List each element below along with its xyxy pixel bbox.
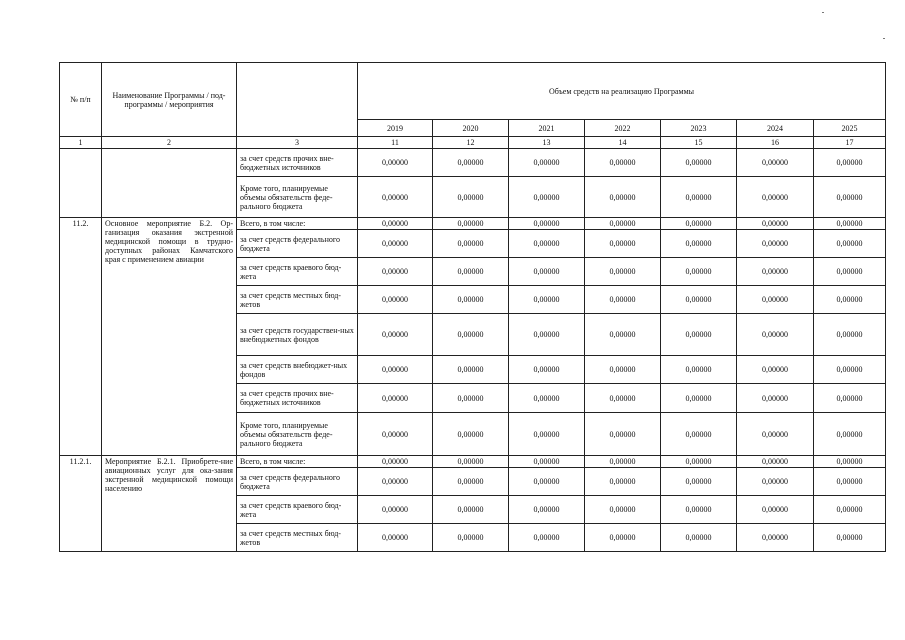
value-cell: 0,00000 [585,356,661,384]
value-cell: 0,00000 [358,413,433,456]
value-cell: 0,00000 [585,524,661,552]
value-cell: 0,00000 [737,456,814,468]
value-cell: 0,00000 [509,456,585,468]
value-cell: 0,00000 [737,413,814,456]
value-cell: 0,00000 [737,177,814,218]
value-cell: 0,00000 [433,286,509,314]
value-cell: 0,00000 [358,456,433,468]
value-cell: 0,00000 [433,384,509,413]
value-cell: 0,00000 [737,524,814,552]
value-cell: 0,00000 [358,286,433,314]
value-cell: 0,00000 [661,314,737,356]
value-cell: 0,00000 [814,230,886,258]
value-cell: 0,00000 [661,356,737,384]
value-cell: 0,00000 [358,230,433,258]
funding-source: за счет средств внебюджет-ных фондов [237,356,358,384]
funding-source: за счет средств федерального бюджета [237,468,358,496]
value-cell: 0,00000 [433,177,509,218]
funding-source: за счет средств краевого бюд-жета [237,258,358,286]
year-header: 2025 [814,120,886,137]
source-header [237,63,358,137]
funding-source: за счет средств прочих вне-бюджетных источников [237,149,358,177]
value-cell: 0,00000 [737,468,814,496]
value-cell: 0,00000 [814,177,886,218]
value-cell: 0,00000 [737,314,814,356]
value-cell: 0,00000 [737,496,814,524]
header-row [60,63,886,120]
item-name: Основное мероприятие Б.2. Ор-ганизация оказания экстренной медицинской помощи в трудно-доступных районах Камчатского края с применением авиации [102,218,237,456]
value-cell: 0,00000 [433,524,509,552]
value-cell: 0,00000 [814,456,886,468]
value-cell: 0,00000 [814,496,886,524]
funding-source: за счет средств местных бюд-жетов [237,524,358,552]
column-number: 11 [358,137,433,149]
funding-source: за счет средств федерального бюджета [237,230,358,258]
value-cell: 0,00000 [814,314,886,356]
scan-speck [822,12,824,13]
year-header: 2024 [737,120,814,137]
value-cell: 0,00000 [358,218,433,230]
value-cell: 0,00000 [509,149,585,177]
year-header: 2020 [433,120,509,137]
value-cell: 0,00000 [661,496,737,524]
value-cell: 0,00000 [358,177,433,218]
value-cell: 0,00000 [585,149,661,177]
column-number: 2 [102,137,237,149]
value-cell: 0,00000 [737,230,814,258]
funding-source: за счет средств местных бюд-жетов [237,286,358,314]
column-number: 12 [433,137,509,149]
name-header: Наименование Программы / под-программы / мероприятия [102,63,237,137]
value-cell: 0,00000 [358,314,433,356]
value-cell: 0,00000 [737,286,814,314]
value-cell: 0,00000 [358,384,433,413]
value-cell: 0,00000 [661,413,737,456]
value-cell: 0,00000 [433,314,509,356]
value-cell: 0,00000 [661,230,737,258]
funding-source: за счет средств государствен-ных внебюджетных фондов [237,314,358,356]
value-cell: 0,00000 [585,286,661,314]
value-cell: 0,00000 [358,258,433,286]
value-cell: 0,00000 [737,356,814,384]
column-number: 14 [585,137,661,149]
value-cell: 0,00000 [358,468,433,496]
value-cell: 0,00000 [661,524,737,552]
value-cell: 0,00000 [661,177,737,218]
value-cell: 0,00000 [585,314,661,356]
value-cell: 0,00000 [585,413,661,456]
value-cell: 0,00000 [737,149,814,177]
scan-speck [883,38,885,39]
value-cell: 0,00000 [358,524,433,552]
value-cell: 0,00000 [358,496,433,524]
value-cell: 0,00000 [585,258,661,286]
value-cell: 0,00000 [433,230,509,258]
value-cell: 0,00000 [814,524,886,552]
value-cell: 0,00000 [814,258,886,286]
value-cell: 0,00000 [433,468,509,496]
row-number: 11.2. [60,218,102,456]
year-header: 2022 [585,120,661,137]
column-number: 1 [60,137,102,149]
value-cell: 0,00000 [358,149,433,177]
num-header: № п/п [60,63,102,137]
funding-source: Кроме того, планируемые объемы обязательств феде-рального бюджета [237,413,358,456]
year-header: 2021 [509,120,585,137]
value-cell: 0,00000 [433,258,509,286]
item-name [102,149,237,218]
value-cell: 0,00000 [585,496,661,524]
funding-source: Всего, в том числе: [237,218,358,230]
row-number [60,149,102,218]
value-cell: 0,00000 [509,524,585,552]
value-cell: 0,00000 [814,468,886,496]
budget-table [59,62,886,552]
funding-source: за счет средств прочих вне-бюджетных источников [237,384,358,413]
value-cell: 0,00000 [509,468,585,496]
value-cell: 0,00000 [509,218,585,230]
value-cell: 0,00000 [585,384,661,413]
value-cell: 0,00000 [814,384,886,413]
value-cell: 0,00000 [433,456,509,468]
value-cell: 0,00000 [814,149,886,177]
value-cell: 0,00000 [585,218,661,230]
value-cell: 0,00000 [509,356,585,384]
value-cell: 0,00000 [509,230,585,258]
value-cell: 0,00000 [661,218,737,230]
value-cell: 0,00000 [433,218,509,230]
value-cell: 0,00000 [661,149,737,177]
funding-source: Кроме того, планируемые объемы обязательств феде-рального бюджета [237,177,358,218]
value-cell: 0,00000 [433,149,509,177]
value-cell: 0,00000 [814,356,886,384]
value-cell: 0,00000 [433,496,509,524]
year-header: 2023 [661,120,737,137]
row-number: 11.2.1. [60,456,102,552]
value-cell: 0,00000 [661,456,737,468]
value-cell: 0,00000 [509,314,585,356]
table-row [60,456,886,468]
value-cell: 0,00000 [509,496,585,524]
value-cell: 0,00000 [585,468,661,496]
column-numbers-row [60,137,886,149]
value-cell: 0,00000 [737,384,814,413]
value-cell: 0,00000 [737,258,814,286]
year-header: 2019 [358,120,433,137]
table-row [60,149,886,177]
column-number: 3 [237,137,358,149]
value-cell: 0,00000 [814,413,886,456]
value-cell: 0,00000 [433,356,509,384]
value-cell: 0,00000 [433,413,509,456]
value-cell: 0,00000 [661,258,737,286]
value-cell: 0,00000 [358,356,433,384]
value-cell: 0,00000 [585,177,661,218]
value-cell: 0,00000 [509,384,585,413]
value-cell: 0,00000 [737,218,814,230]
column-number: 16 [737,137,814,149]
value-cell: 0,00000 [585,456,661,468]
column-number: 15 [661,137,737,149]
value-cell: 0,00000 [814,286,886,314]
funding-source: за счет средств краевого бюд-жета [237,496,358,524]
value-cell: 0,00000 [585,230,661,258]
value-cell: 0,00000 [814,218,886,230]
column-number: 13 [509,137,585,149]
value-cell: 0,00000 [661,384,737,413]
table-row [60,218,886,230]
item-name: Мероприятие Б.2.1. Приобрете-ние авиационных услуг для ока-зания экстренной медицинской помощи населению [102,456,237,552]
volume-header: Объем средств на реализацию Программы [358,63,886,120]
value-cell: 0,00000 [509,258,585,286]
value-cell: 0,00000 [509,286,585,314]
column-number: 17 [814,137,886,149]
value-cell: 0,00000 [661,286,737,314]
value-cell: 0,00000 [509,177,585,218]
value-cell: 0,00000 [661,468,737,496]
value-cell: 0,00000 [509,413,585,456]
funding-source: Всего, в том числе: [237,456,358,468]
